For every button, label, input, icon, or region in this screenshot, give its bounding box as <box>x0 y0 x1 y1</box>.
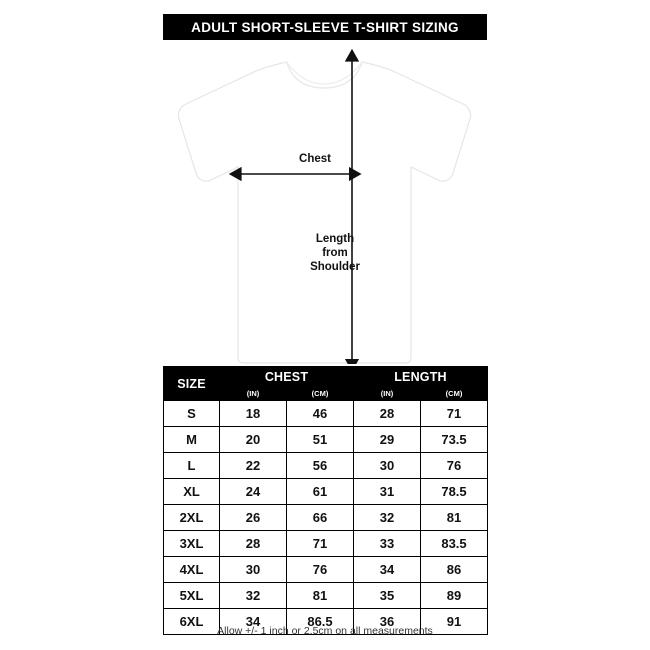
table-row <box>164 505 488 531</box>
cell-chest-cm: 51 <box>287 427 354 453</box>
length-label-line-3: Shoulder <box>310 261 360 273</box>
column-header-length-in: (IN) <box>354 387 421 401</box>
cell-chest-in: 34 <box>220 609 287 635</box>
cell-chest-cm: 71 <box>287 531 354 557</box>
cell-chest-cm: 81 <box>287 583 354 609</box>
size-table <box>163 366 488 635</box>
cell-length-in: 33 <box>354 531 421 557</box>
length-label <box>290 232 380 274</box>
cell-size: L <box>164 453 220 479</box>
cell-size: 2XL <box>164 505 220 531</box>
cell-length-cm: 76 <box>421 453 488 479</box>
cell-chest-in: 24 <box>220 479 287 505</box>
cell-size: 6XL <box>164 609 220 635</box>
cell-length-in: 31 <box>354 479 421 505</box>
cell-length-in: 35 <box>354 583 421 609</box>
column-header-chest: CHEST <box>220 367 354 387</box>
cell-chest-cm: 61 <box>287 479 354 505</box>
cell-chest-cm: 76 <box>287 557 354 583</box>
cell-length-in: 30 <box>354 453 421 479</box>
tshirt-illustration <box>0 44 650 364</box>
table-row <box>164 453 488 479</box>
cell-length-cm: 86 <box>421 557 488 583</box>
length-label-line-2: from <box>322 247 348 259</box>
cell-size: S <box>164 401 220 427</box>
cell-length-in: 28 <box>354 401 421 427</box>
chest-label: Chest <box>299 153 331 165</box>
cell-chest-in: 30 <box>220 557 287 583</box>
column-header-length: LENGTH <box>354 367 488 387</box>
cell-length-cm: 78.5 <box>421 479 488 505</box>
page-title-bar <box>163 14 487 40</box>
cell-chest-in: 18 <box>220 401 287 427</box>
cell-length-in: 36 <box>354 609 421 635</box>
cell-chest-in: 20 <box>220 427 287 453</box>
column-header-chest-cm: (CM) <box>287 387 354 401</box>
cell-size: 3XL <box>164 531 220 557</box>
cell-length-cm: 73.5 <box>421 427 488 453</box>
cell-size: 5XL <box>164 583 220 609</box>
cell-chest-in: 26 <box>220 505 287 531</box>
table-row <box>164 557 488 583</box>
table-row <box>164 427 488 453</box>
cell-chest-in: 32 <box>220 583 287 609</box>
shirt-shape <box>178 62 470 363</box>
page-title: ADULT SHORT-SLEEVE T-SHIRT SIZING <box>191 19 459 35</box>
cell-length-cm: 89 <box>421 583 488 609</box>
cell-size: M <box>164 427 220 453</box>
cell-chest-in: 28 <box>220 531 287 557</box>
table-row <box>164 401 488 427</box>
size-table-body <box>164 401 488 635</box>
size-table-container <box>163 366 487 635</box>
table-row <box>164 583 488 609</box>
column-header-length-cm: (CM) <box>421 387 488 401</box>
cell-size: 4XL <box>164 557 220 583</box>
column-header-chest-in: (IN) <box>220 387 287 401</box>
cell-length-in: 34 <box>354 557 421 583</box>
cell-chest-cm: 66 <box>287 505 354 531</box>
cell-length-cm: 83.5 <box>421 531 488 557</box>
cell-chest-cm: 56 <box>287 453 354 479</box>
length-label-line-1: Length <box>315 233 355 245</box>
size-table-head <box>164 367 488 401</box>
cell-chest-in: 22 <box>220 453 287 479</box>
table-row <box>164 479 488 505</box>
table-row <box>164 531 488 557</box>
cell-length-in: 32 <box>354 505 421 531</box>
cell-chest-cm: 46 <box>287 401 354 427</box>
column-header-size: SIZE <box>164 367 220 401</box>
cell-length-in: 29 <box>354 427 421 453</box>
table-header-row-main <box>164 367 488 387</box>
cell-length-cm: 81 <box>421 505 488 531</box>
cell-length-cm: 91 <box>421 609 488 635</box>
cell-chest-cm: 86.5 <box>287 609 354 635</box>
tolerance-note: Allow +/- 1 inch or 2.5cm on all measurements <box>217 625 433 637</box>
tshirt-diagram <box>0 44 650 364</box>
cell-length-cm: 71 <box>421 401 488 427</box>
cell-size: XL <box>164 479 220 505</box>
